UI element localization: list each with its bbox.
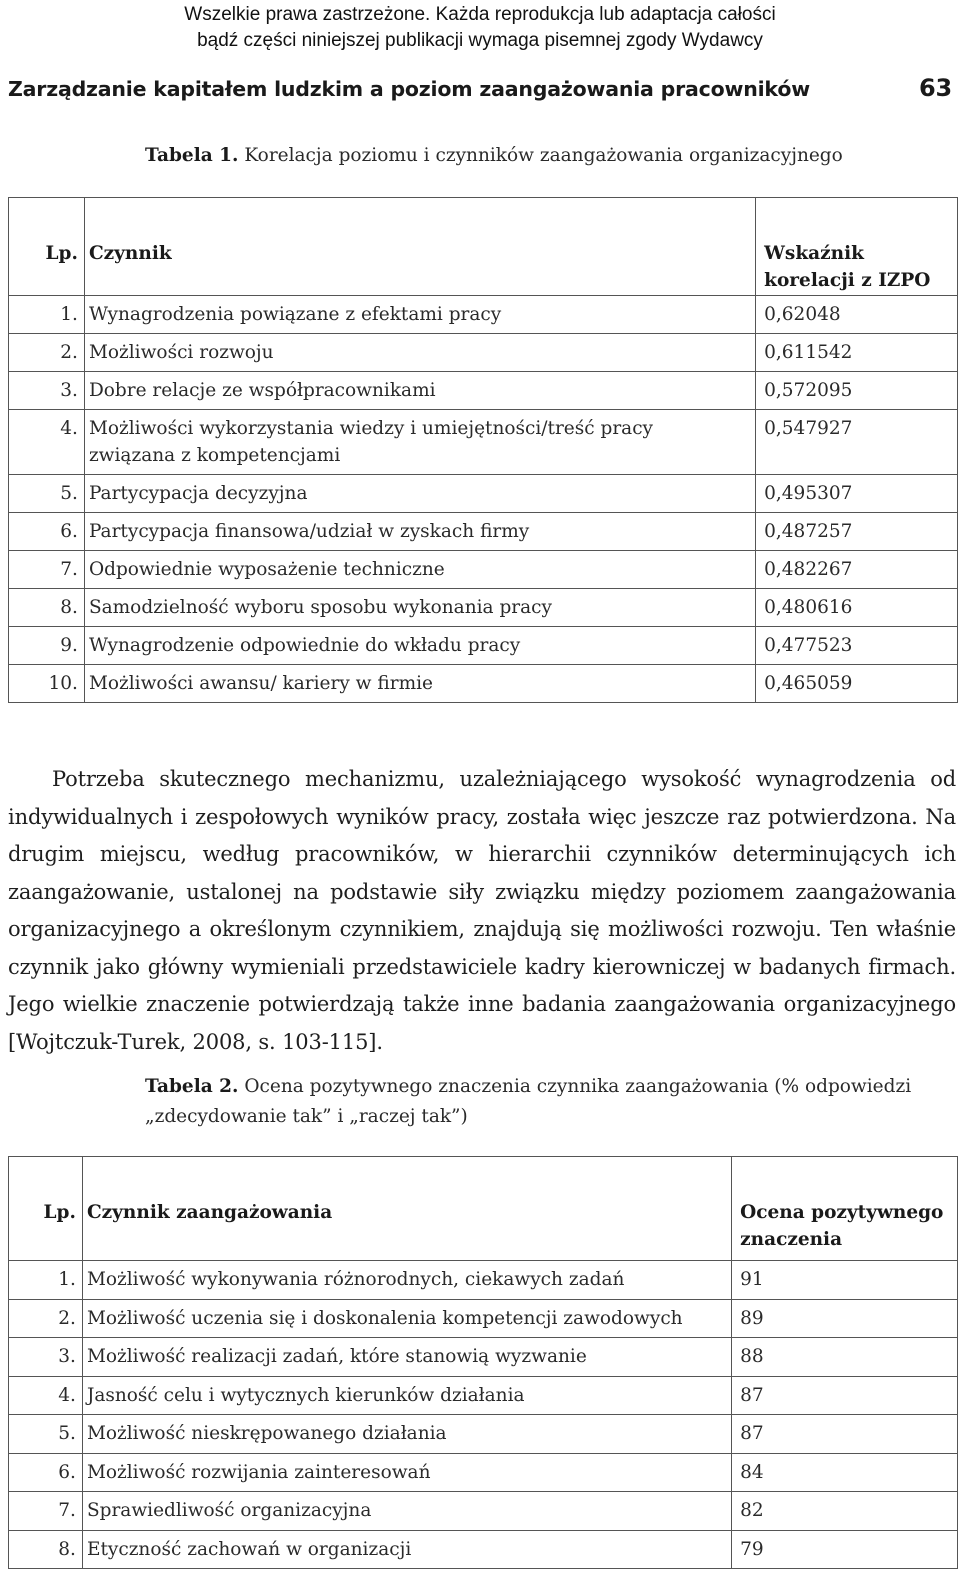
table2-cell-value: 82 [732,1492,958,1531]
table2-header-row [9,1157,958,1261]
table1-header-value: Wskaźnik korelacji z IZPO [756,198,958,296]
table2-header-value: Ocena pozytywnego znaczenia [732,1157,958,1261]
table2-cell-value: 91 [732,1261,958,1300]
table1-cell-value: 0,477523 [756,627,958,665]
table2-caption-label: Tabela 2. [145,1076,239,1097]
table-row [9,296,958,334]
table-row [9,627,958,665]
table1-caption [145,141,945,171]
table1-cell-value: 0,547927 [756,410,958,475]
table2-cell-factor: Jasność celu i wytycznych kierunków działania [82,1376,731,1415]
table1 [8,197,958,703]
table2-cell-value: 89 [732,1299,958,1338]
table-row [9,334,958,372]
table-row [9,665,958,703]
table1-cell-factor: Partycypacja finansowa/udział w zyskach firmy [84,513,755,551]
table2-cell-value: 87 [732,1376,958,1415]
table-row [9,589,958,627]
table1-cell-value: 0,482267 [756,551,958,589]
table2-header-factor: Czynnik zaangażowania [82,1157,731,1261]
table-row [9,1453,958,1492]
table-row [9,1261,958,1300]
table1-cell-lp: 2. [9,334,85,372]
table2-cell-value: 87 [732,1415,958,1454]
table-row [9,1415,958,1454]
table2-cell-factor: Możliwość nieskrępowanego działania [82,1415,731,1454]
table1-caption-label: Tabela 1. [145,145,239,166]
table1-cell-factor: Możliwości wykorzystania wiedzy i umiejętności/treść pracy związana z kompetencjami [84,410,755,475]
copyright-notice-line2: bądź części niniejszej publikacji wymaga pisemnej zgody Wydawcy [197,30,763,51]
table2-cell-lp: 7. [9,1492,83,1531]
table2-cell-lp: 5. [9,1415,83,1454]
table2-cell-factor: Etyczność zachowań w organizacji [82,1530,731,1569]
table1-cell-factor: Wynagrodzenie odpowiednie do wkładu pracy [84,627,755,665]
table1-header-factor: Czynnik [84,198,755,296]
table1-cell-value: 0,495307 [756,475,958,513]
table1-caption-text: Korelacja poziomu i czynników zaangażowania organizacyjnego [244,145,843,166]
table2-cell-lp: 8. [9,1530,83,1569]
table1-header-lp: Lp. [9,198,85,296]
table1-cell-lp: 6. [9,513,85,551]
table2-cell-factor: Sprawiedliwość organizacyjna [82,1492,731,1531]
table1-cell-lp: 3. [9,372,85,410]
table1-cell-value: 0,611542 [756,334,958,372]
table1-cell-factor: Dobre relacje ze współpracownikami [84,372,755,410]
table1-cell-factor: Możliwości awansu/ kariery w firmie [84,665,755,703]
table-row [9,1530,958,1569]
table1-cell-factor: Wynagrodzenia powiązane z efektami pracy [84,296,755,334]
table-row [9,372,958,410]
running-head [8,74,952,102]
table2-cell-factor: Możliwość realizacji zadań, które stanowią wyzwanie [82,1338,731,1377]
table2-cell-value: 88 [732,1338,958,1377]
table1-cell-factor: Odpowiednie wyposażenie techniczne [84,551,755,589]
table-row [9,1492,958,1531]
table-row [9,513,958,551]
table1-cell-lp: 4. [9,410,85,475]
table1-cell-value: 0,480616 [756,589,958,627]
table1-header-row [9,198,958,296]
table-row [9,551,958,589]
table1-cell-value: 0,487257 [756,513,958,551]
body-paragraph: Potrzeba skutecznego mechanizmu, uzależniającego wysokość wynagrodzenia od indywidualnych i zespołowych wyników pracy, została więc jeszcze raz potwierdzona. Na drugim miejscu, według pracowników, w hierarchii czynników determinujących ich zaangażowanie, ustalonej na podstawie siły związku między poziomem zaangażowania organizacyjnego a określonym czynnikiem, znajdują się możliwości rozwoju. Ten właśnie czynnik jako główny wymieniali przedstawiciele kadry kierowniczej w badanych firmach. Jego wielkie znaczenie potwierdzają także inne badania zaangażowania organizacyjnego [Wojtczuk-Turek, 2008, s. 103-115]. [8,767,956,1054]
table1-cell-value: 0,572095 [756,372,958,410]
table1-cell-lp: 1. [9,296,85,334]
table1-cell-factor: Możliwości rozwoju [84,334,755,372]
table2-cell-lp: 1. [9,1261,83,1300]
table2-caption-text: Ocena pozytywnego znaczenia czynnika zaangażowania (% odpowiedzi „zdecydowanie tak” i „raczej tak”) [145,1076,912,1127]
table2-cell-factor: Możliwość uczenia się i doskonalenia kompetencji zawodowych [82,1299,731,1338]
table1-cell-value: 0,62048 [756,296,958,334]
table-row [9,1376,958,1415]
table2-cell-lp: 4. [9,1376,83,1415]
table1-cell-factor: Partycypacja decyzyjna [84,475,755,513]
table2-cell-value: 84 [732,1453,958,1492]
table2-caption [145,1072,945,1132]
table-row [9,410,958,475]
table1-cell-lp: 9. [9,627,85,665]
table1-cell-lp: 5. [9,475,85,513]
table2 [8,1156,958,1569]
table1-cell-value: 0,465059 [756,665,958,703]
table1-cell-lp: 10. [9,665,85,703]
table2-cell-lp: 3. [9,1338,83,1377]
copyright-notice [0,2,960,54]
table-row [9,1299,958,1338]
table-row [9,1338,958,1377]
copyright-notice-line1: Wszelkie prawa zastrzeżone. Każda reprodukcja lub adaptacja całości [184,4,776,25]
table2-cell-factor: Możliwość wykonywania różnorodnych, ciekawych zadań [82,1261,731,1300]
table1-cell-factor: Samodzielność wyboru sposobu wykonania pracy [84,589,755,627]
table1-cell-lp: 7. [9,551,85,589]
table2-cell-factor: Możliwość rozwijania zainteresowań [82,1453,731,1492]
table1-cell-lp: 8. [9,589,85,627]
table-row [9,475,958,513]
table2-cell-value: 79 [732,1530,958,1569]
table2-cell-lp: 2. [9,1299,83,1338]
table2-header-lp: Lp. [9,1157,83,1261]
table2-cell-lp: 6. [9,1453,83,1492]
running-head-title: Zarządzanie kapitałem ludzkim a poziom zaangażowania pracowników [8,77,810,101]
page-number: 63 [919,74,952,102]
